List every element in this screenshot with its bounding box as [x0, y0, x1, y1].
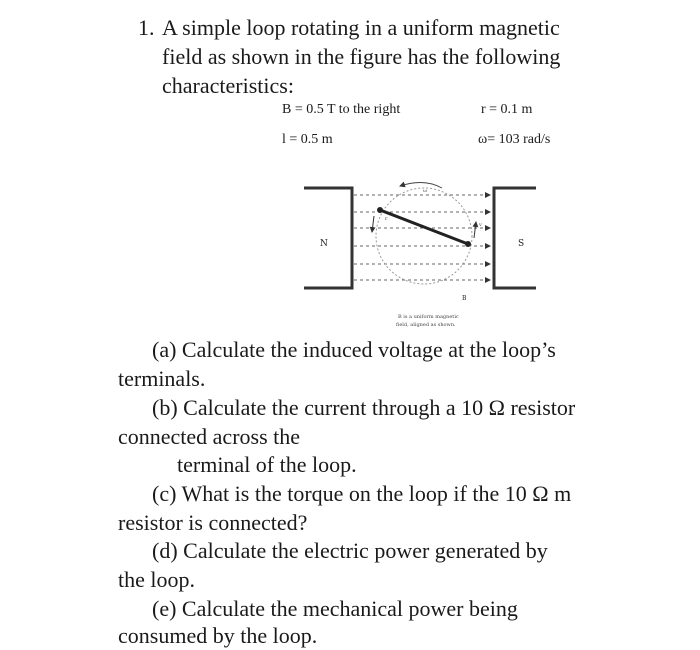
label-b: B [462, 295, 467, 302]
question-c-line-1: (c) What is the torque on the loop if the 10 Ω m [152, 481, 572, 506]
param-l: l = 0.5 m [282, 132, 333, 147]
caption-line-1: B is a uniform magnetic [398, 314, 459, 320]
problem-line-1: A simple loop rotating in a uniform magnetic [162, 15, 560, 40]
question-b-line-2: connected across the [118, 424, 301, 449]
question-e-line-2: consumed by the loop. [118, 623, 318, 648]
question-b-line-1: (b) Calculate the current through a 10 Ω resistor [152, 395, 576, 420]
svg-text:ω: ω [423, 188, 428, 194]
svg-text:v: v [479, 222, 482, 228]
problem-line-2: field as shown in the figure has the following [162, 44, 561, 69]
loop-conductor [380, 210, 468, 244]
question-c-line-2: resistor is connected? [118, 510, 308, 535]
question-a-line-2: terminals. [118, 366, 206, 391]
loop-figure [290, 150, 550, 340]
caption-line-2: field, aligned as shown. [396, 322, 456, 328]
problem-line-3: characteristics: [162, 73, 294, 98]
svg-text:r: r [385, 216, 388, 222]
param-b: B = 0.5 T to the right [282, 102, 401, 117]
south-pole [494, 188, 536, 288]
question-d-line-2: the loop. [118, 567, 195, 592]
label-s: S [518, 239, 525, 249]
param-r: r = 0.1 m [481, 102, 533, 117]
rotation-arrow [400, 182, 442, 188]
question-d-line-1: (d) Calculate the electric power generated by [152, 538, 548, 563]
rotation-circle [376, 188, 472, 284]
param-omega: ω= 103 rad/s [478, 132, 551, 147]
problem-number: 1. [138, 15, 155, 40]
question-b-line-3: terminal of the loop. [177, 452, 357, 477]
label-n: N [320, 239, 328, 249]
question-e-line-1: (e) Calculate the mechanical power being [152, 596, 518, 621]
field-lines [354, 195, 490, 280]
north-pole [304, 188, 352, 288]
question-a-line-1: (a) Calculate the induced voltage at the loop’s [152, 337, 556, 362]
